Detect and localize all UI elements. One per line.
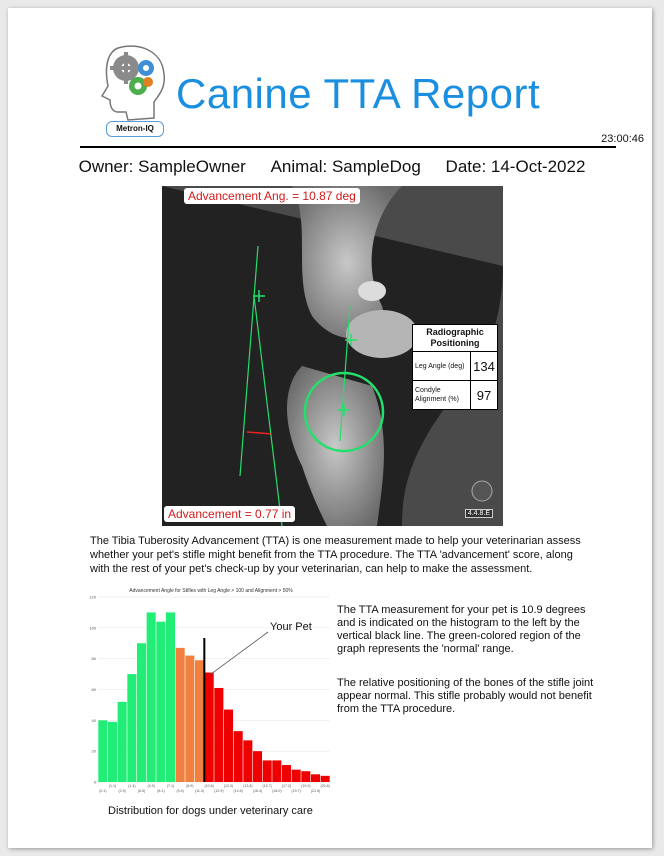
condyle-alignment-row [413,381,497,409]
owner-info-line [0,157,664,177]
logo-label: Metron-IQ [106,121,164,137]
x-tick-label: (21.6) [310,789,321,793]
leg-angle-label: Leg Angle (deg) [413,352,471,380]
report-title: Canine TTA Report [176,70,541,117]
histogram-bar [311,774,320,782]
pet-pointer-line [210,632,268,675]
owner-text: Owner: SampleOwner [78,157,246,176]
histogram-bar [321,776,330,782]
histogram-bar [234,731,243,782]
histogram-bar [137,643,146,782]
x-tick-label: (11.3) [194,789,205,793]
advancement-histogram [88,584,334,800]
x-tick-label: (8.9) [186,784,194,788]
x-tick-label: (20.6) [320,784,330,788]
x-tick-label: (8.1) [157,789,165,793]
y-tick-label: 80 [91,656,96,662]
advancement-angle-label: Advancement Ang. = 10.87 deg [184,188,360,204]
y-tick-label: 40 [91,717,96,723]
x-tick-label: (13.8) [243,784,253,788]
histogram-bar [263,760,272,782]
histogram-bar [98,720,107,782]
leg-angle-row [413,352,497,381]
advancement-label: Advancement = 0.77 in [164,506,295,522]
x-tick-label: (12.0) [223,784,234,788]
condyle-alignment-value: 97 [476,387,492,403]
histogram-bar [272,760,281,782]
positioning-title: Radiographic Positioning [413,325,497,352]
x-tick-label: (16.4) [252,789,263,793]
histogram-bar [127,674,136,782]
condyle-alignment-label: Condyle Alignment (%) [413,381,471,409]
x-tick-label: (10.6) [204,784,214,788]
x-tick-label: (4.3) [147,784,155,788]
x-tick-label: (17.2) [281,784,292,788]
histogram-caption: Distribution for dogs under veterinary care [108,805,313,817]
x-tick-label: (1.1) [108,784,117,788]
x-tick-label: (14.6) [233,789,243,793]
x-tick-label: (12.9) [214,789,224,793]
histogram-bar [195,660,204,782]
xray-image [162,186,503,526]
histogram-bar [147,612,156,782]
radiographic-positioning-table [412,324,498,410]
version-badge: 4.4.8.E [465,509,493,518]
x-tick-label: (15.7) [262,784,272,788]
report-time: 23:00:46 [601,133,644,145]
x-tick-label: (0.1) [99,789,107,793]
date-text: Date: 14-Oct-2022 [445,157,586,176]
histogram-bar [166,612,175,782]
y-tick-label: 120 [89,594,96,600]
your-pet-label: Your Pet [270,621,312,633]
histogram-bar [282,765,291,782]
histogram-bar [292,770,301,782]
assessment-paragraph: The relative positioning of the bones of the stifle joint appear normal. This stifle probably would not benefit from the TTA procedure. [337,677,594,715]
x-tick-label: (19.7) [291,789,301,793]
histogram-bar [301,771,310,782]
histogram-bar [108,722,117,782]
histogram-bar [118,702,127,782]
y-tick-label: 100 [89,625,96,631]
intro-paragraph: The Tibia Tuberosity Advancement (TTA) is one measurement made to help your veterinarian assess whether your pet's stifle might benefit from the TTA procedure. The TTA 'advancement' score, along with the rest of your pet's check-up by your veterinarian, can help to make the assessment. [90,535,581,575]
histogram-bar [214,688,223,782]
histogram-bar [205,673,214,782]
x-tick-label: (1.4) [128,784,136,788]
histogram-bar [253,751,262,782]
y-tick-label: 60 [91,687,96,692]
x-tick-label: (18.0) [272,789,282,793]
leg-angle-value: 134 [473,358,495,374]
y-tick-label: 20 [91,748,96,754]
x-tick-label: (9.4) [176,789,184,793]
x-tick-label: (6.5) [137,789,146,793]
histogram-bar [156,622,165,782]
x-tick-label: (7.1) [166,784,175,788]
animal-text: Animal: SampleDog [270,157,421,176]
x-tick-label: (2.9) [118,789,126,793]
measurement-paragraph: The TTA measurement for your pet is 10.9 degrees and is indicated on the histogram to the left by the vertical black line. The green-colored region of the graph represents the 'normal' range. [337,604,586,655]
header-divider [80,146,616,148]
histogram-bar [185,656,194,782]
histogram-bar [224,710,233,782]
histogram-bar [243,740,252,782]
histogram-bar [176,648,185,782]
x-tick-label: (19.0) [301,784,311,788]
histogram-title: Advancement Angle for Stifles with Leg Angle > 100 and Alignment > 50% [129,588,293,594]
y-tick-label: 0 [93,779,96,785]
